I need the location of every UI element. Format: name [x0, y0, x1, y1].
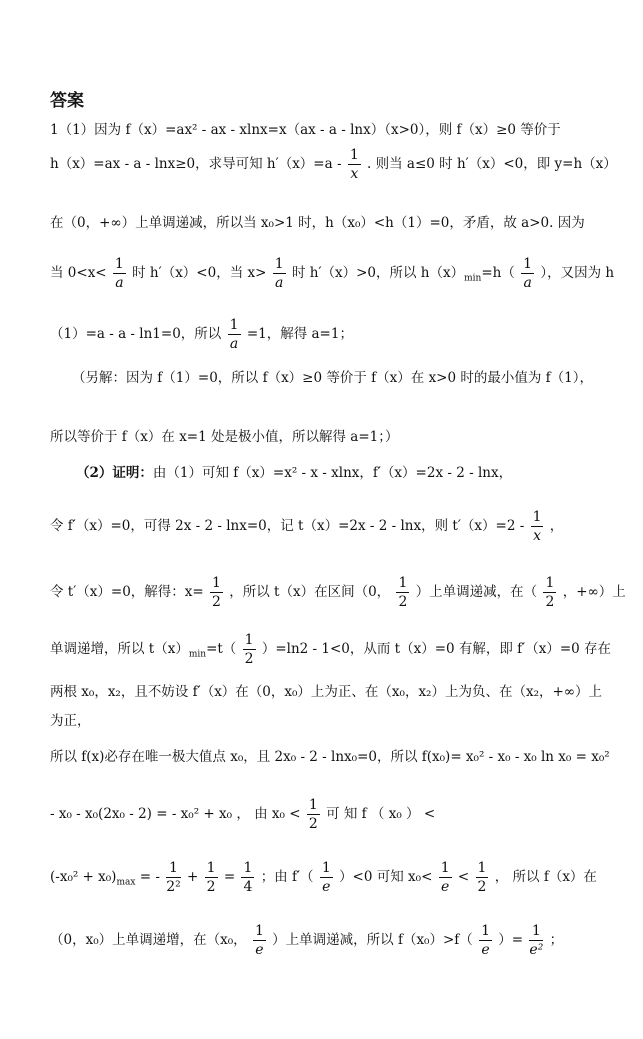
text-line-11 — [50, 633, 610, 666]
text-segment: ）上单调递减，在（ — [415, 584, 538, 600]
text-segment: ； — [549, 932, 564, 948]
text-line-12: 两根 x₀，x₂，且不妨设 f′（x）在（0，x₀）上为正、在（x₀，x₂）上为负、在（x₂，+∞）上 — [50, 684, 603, 700]
text-segment: h（x）=ax - a - lnx≥0，求导可知 h′（x）=a - — [50, 156, 342, 172]
text-segment: 时 h′（x）<0，当 x> — [132, 265, 267, 281]
fraction-1-over-e: $\frac{1}{e}$ — [321, 860, 331, 895]
text-segment: ，所以 t（x）在区间（0， — [229, 584, 391, 600]
fraction-1-over-2: $\frac{1}{2}$ — [308, 797, 318, 832]
text-segment: 可 知 f （ x₀ ） < — [326, 806, 436, 822]
text-line-9 — [50, 510, 610, 543]
text-line-3: 在（0，+∞）上单调递减，所以当 x₀>1 时，h（x₀）<h（1）=0，矛盾，故 a>0. 因为 — [50, 215, 585, 231]
text-segment: 单调递增，所以 t（x） — [50, 641, 189, 657]
fraction-1-over-e-squared: $\frac{1}{\text{e²}}$ — [529, 923, 544, 958]
text-segment: =h（ — [481, 265, 515, 281]
text-segment: 时 h′（x）>0，所以 h（x） — [291, 265, 465, 281]
text-segment: ；由 f′（ — [260, 869, 314, 885]
text-line-4 — [50, 256, 615, 291]
text-line-7: 所以等价于 f（x）在 x=1 处是极小值，所以解得 a=1；） — [50, 429, 399, 445]
text-segment: 令 f′（x）=0，可得 2x - 2 - lnx=0，记 t（x）=2x - 2 - lnx，则 t′（x）=2 - — [50, 518, 525, 534]
text-segment: = — [223, 869, 236, 885]
fraction-1-over-x: $\frac{1}{x}$ — [532, 509, 542, 544]
fraction-1-over-e: $\frac{1}{e}$ — [254, 923, 264, 958]
page-title: 答案 — [50, 91, 84, 111]
text-segment: ）上单调递减，所以 f（x₀）>f（ — [272, 932, 473, 948]
text-segment: =t（ — [206, 641, 237, 657]
fraction-1-over-2: $\frac{1}{2}$ — [212, 575, 221, 610]
text-segment: ），又因为 h — [540, 265, 615, 281]
text-line-2 — [50, 147, 617, 182]
text-line-6: （另解：因为 f（1）=0，所以 f（x）≥0 等价于 f（x）在 x>0 时的最小值为 f（1）， — [72, 370, 593, 386]
text-line-14: 所以 f(x)必存在唯一极大值点 x₀，且 2x₀ - 2 - lnx₀=0，所以 f(x₀)= x₀² - x₀ - x₀ ln x₀ = x₀² — [50, 749, 610, 765]
text-segment: ）<0 可知 x₀< — [339, 869, 433, 885]
text-line-13: 为正， — [50, 713, 91, 729]
text-segment: < — [457, 869, 470, 885]
text-segment: ）=ln2 - 1<0，从而 t（x）=0 有解，即 f′（x）=0 存在 — [261, 641, 612, 657]
subscript-min: min — [188, 649, 207, 660]
fraction-1-over-4: $\frac{1}{4}$ — [243, 860, 253, 895]
fraction-1-over-a: $\frac{1}{a}$ — [274, 256, 284, 291]
text-segment: . 则当 a≤0 时 h′（x）<0，即 y=h（x） — [367, 156, 617, 172]
text-line-15 — [50, 798, 610, 831]
text-segment: ，+∞）上 — [562, 584, 626, 600]
text-segment: 令 t′（x）=0，解得：x= — [50, 584, 204, 600]
fraction-1-over-e: $\frac{1}{e}$ — [440, 860, 450, 895]
text-line-16 — [50, 861, 610, 894]
text-segment: ）= — [498, 932, 524, 948]
fraction-1-over-2: $\frac{1}{2}$ — [545, 575, 555, 610]
fraction-1-over-2: $\frac{1}{2}$ — [398, 575, 408, 610]
fraction-1-over-2: $\frac{1}{2}$ — [477, 860, 487, 895]
text-segment: =1，解得 a=1； — [246, 326, 353, 342]
fraction-1-over-2: $\frac{1}{2}$ — [206, 860, 216, 895]
fraction-1-over-a: $\frac{1}{a}$ — [523, 256, 533, 291]
text-segment: (-x₀² + x₀) — [50, 869, 117, 885]
fraction-1-over-e: $\frac{1}{e}$ — [481, 923, 490, 958]
text-segment: + — [187, 869, 199, 885]
text-line-17 — [50, 924, 610, 957]
fraction-1-over-2: $\frac{1}{2}$ — [244, 632, 254, 667]
fraction-1-over-x: $\frac{1}{x}$ — [349, 147, 359, 182]
fraction-1-over-a: $\frac{1}{a}$ — [229, 317, 239, 352]
subscript-max: max — [116, 877, 136, 888]
subscript-min: min — [464, 273, 482, 284]
text-segment: ， 所以 f（x）在 — [494, 869, 597, 885]
text-line-1: 1（1）因为 f（x）=ax² - ax - xlnx=x（ax - a - lnx）（x>0），则 f（x）≥0 等价于 — [50, 122, 561, 138]
text-segment: 当 0<x< — [50, 265, 107, 281]
text-line-10 — [50, 575, 626, 610]
text-segment: - x₀ - x₀(2x₀ - 2) = - x₀² + x₀ ， 由 x₀ < — [50, 806, 301, 822]
proof-label: （2）证明： — [76, 465, 153, 481]
text-segment: ， — [549, 518, 564, 534]
text-segment: = - — [139, 869, 160, 885]
text-segment: 由（1）可知 f（x）=x² - x - xlnx，f′（x）=2x - 2 - lnx， — [152, 465, 513, 481]
fraction-1-over-2-squared: $\frac{1}{\text{2²}}$ — [166, 860, 181, 895]
text-segment: （0，x₀）上单调递增，在（x₀， — [50, 932, 247, 948]
text-line-8 — [76, 462, 636, 484]
text-line-5 — [50, 318, 610, 351]
fraction-1-over-a: $\frac{1}{a}$ — [114, 256, 124, 291]
text-segment: （1）=a - a - ln1=0，所以 — [50, 326, 222, 342]
